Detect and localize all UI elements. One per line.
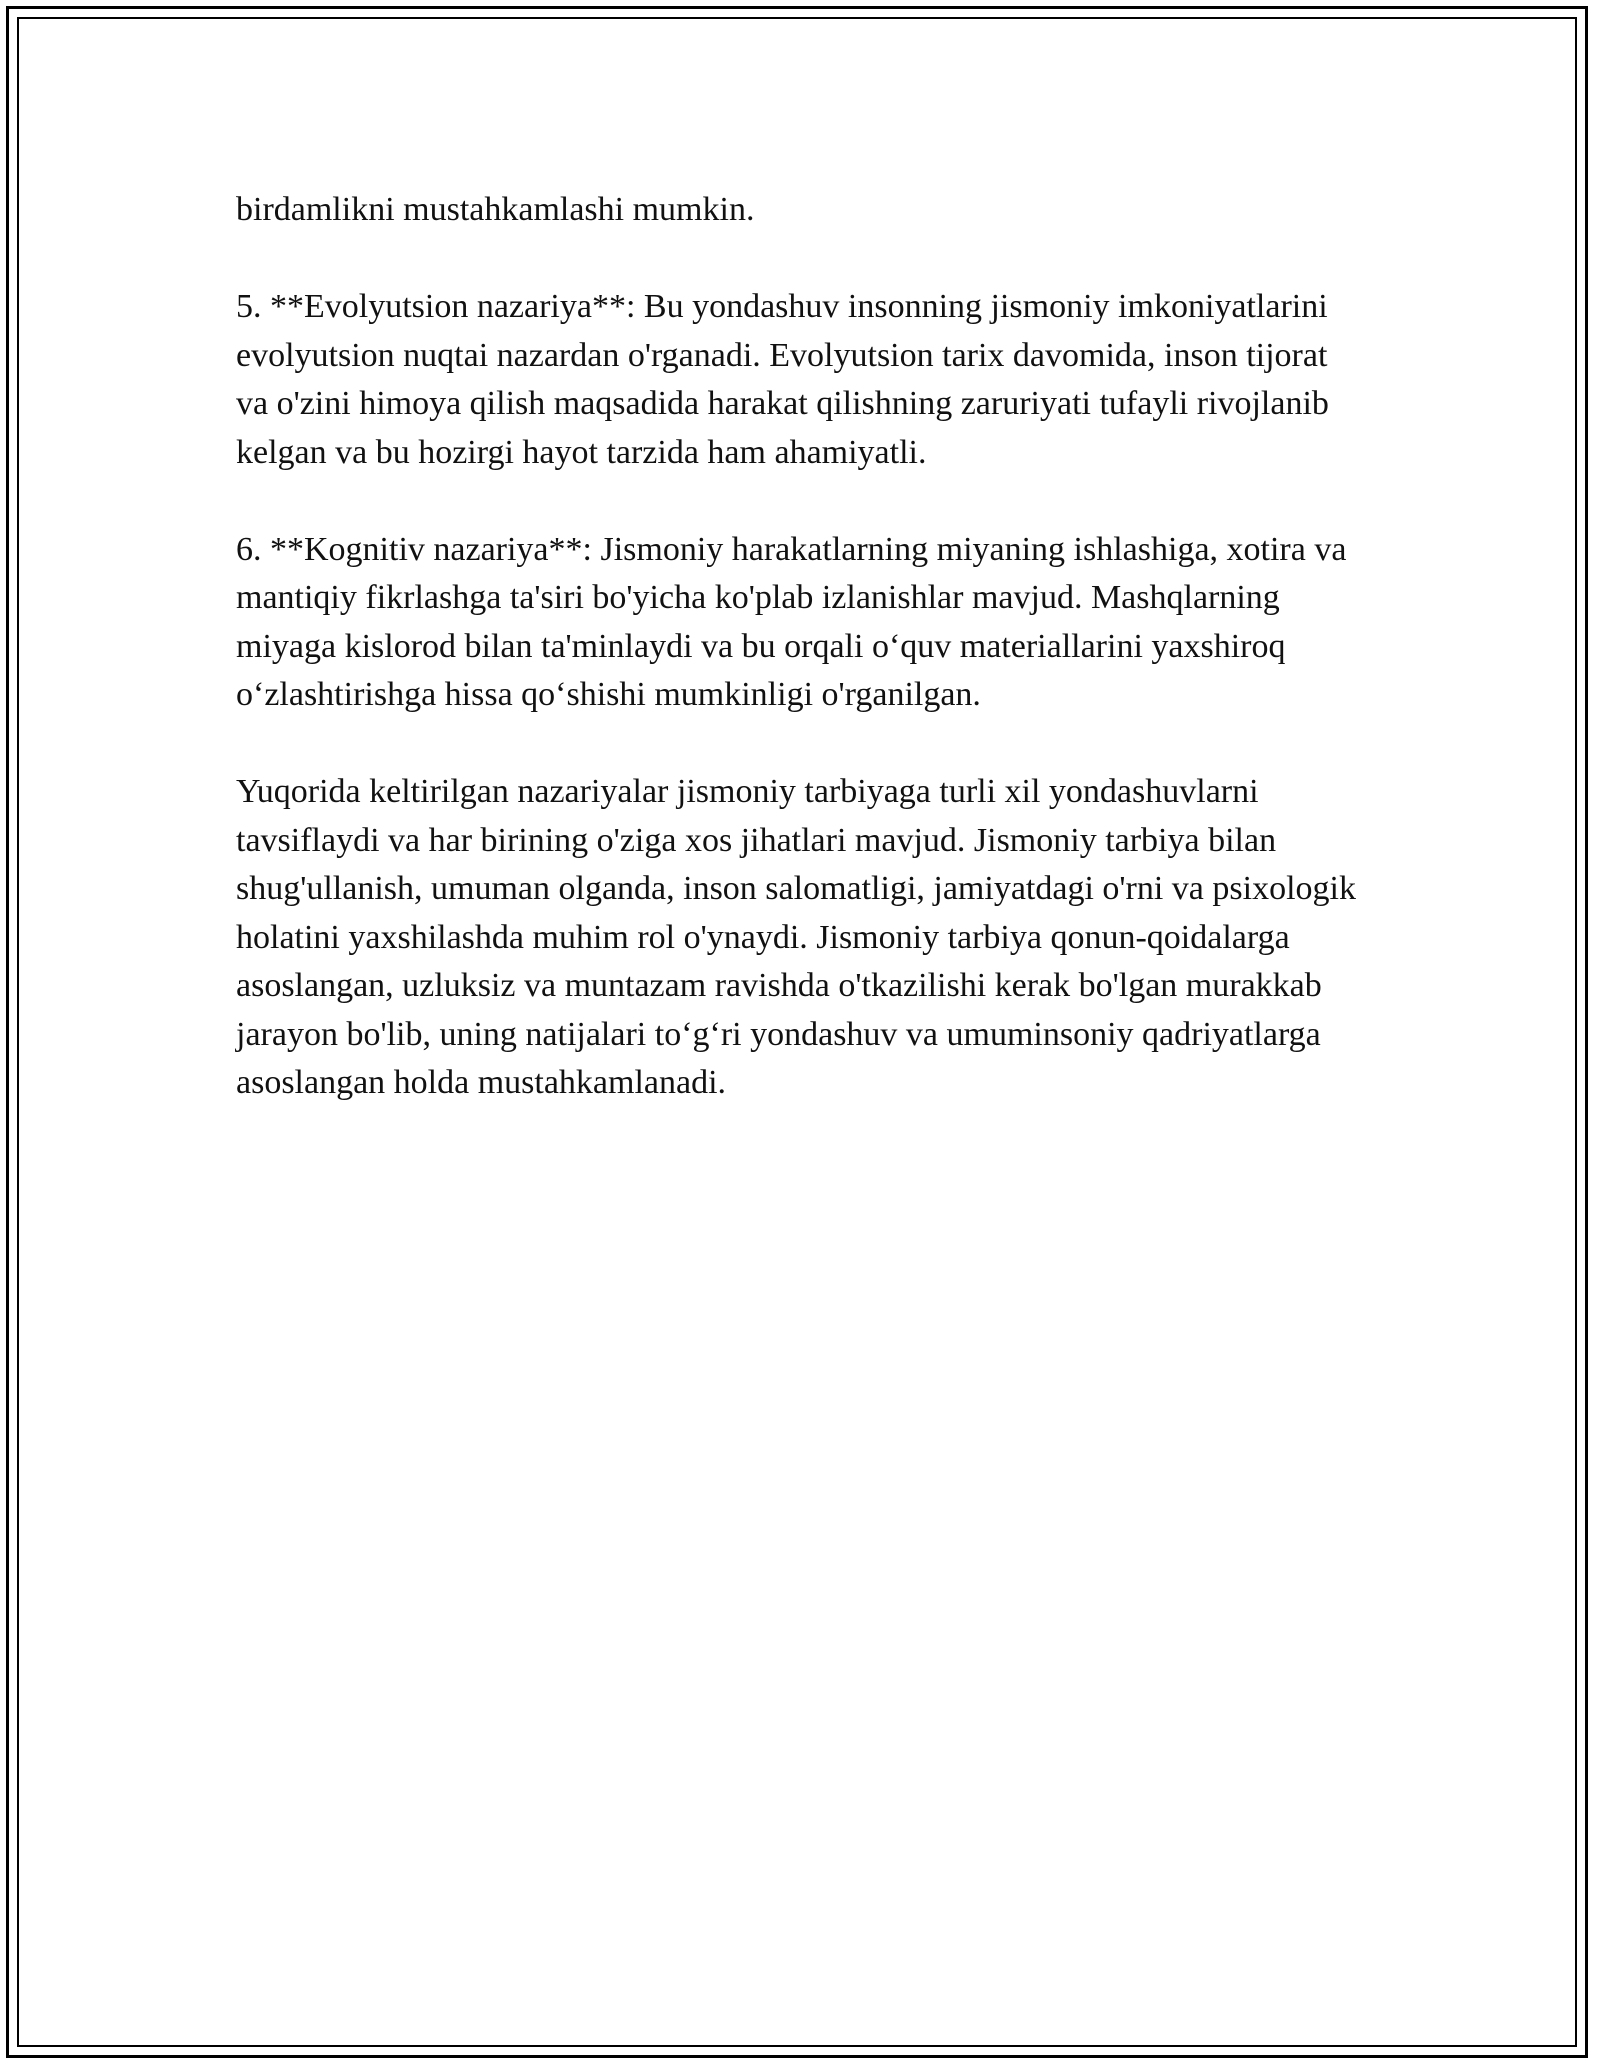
paragraph-conclusion: Yuqorida keltirilgan nazariyalar jismoniy tarbiyaga turli xil yondashuvlarni tavsiflaydi va har birining o'ziga xos jihatlari mavjud. Jismoniy tarbiya bilan shug'ullanish, umuman olganda, inson salomatligi, jamiyatdagi o'rni va psixologik holatini yaxshilashda muhim rol o'ynaydi. Jismoniy tarbiya qonun-qoidalarga asoslangan, uzluksiz va muntazam ravishda o'tkazilishi kerak bo'lgan murakkab jarayon bo'lib, uning natijalari toʻgʻri yondashuv va umuminsoniy qadriyatlarga asoslangan holda mustahkamlanadi. — [236, 773, 1356, 1101]
paragraph-cognitive-theory: 6. **Kognitiv nazariya**: Jismoniy harakatlarning miyaning ishlashiga, xotira va mantiqiy fikrlashga ta'siri bo'yicha ko'plab izlanishlar mavjud. Mashqlarning miyaga kislorod bilan ta'minlaydi va bu orqali oʻquv materiallarini yaxshiroq oʻzlashtirishga hissa qoʻshishi mumkinligi o'rganilgan. — [236, 530, 1347, 713]
paragraph-evolutionary-theory: 5. **Evolyutsion nazariya**: Bu yondashuv insonning jismoniy imkoniyatlarini evolyutsion nuqtai nazardan o'rganadi. Evolyutsion tarix davomida, inson tijorat va o'zini himoya qilish maqsadida harakat qilishning zaruriyati tufayli rivojlanib kelgan va bu hozirgi hayot tarzida ham ahamiyatli. — [236, 288, 1329, 471]
paragraph-continuation: birdamlikni mustahkamlashi mumkin. — [236, 191, 755, 228]
document-body — [236, 186, 1366, 1156]
